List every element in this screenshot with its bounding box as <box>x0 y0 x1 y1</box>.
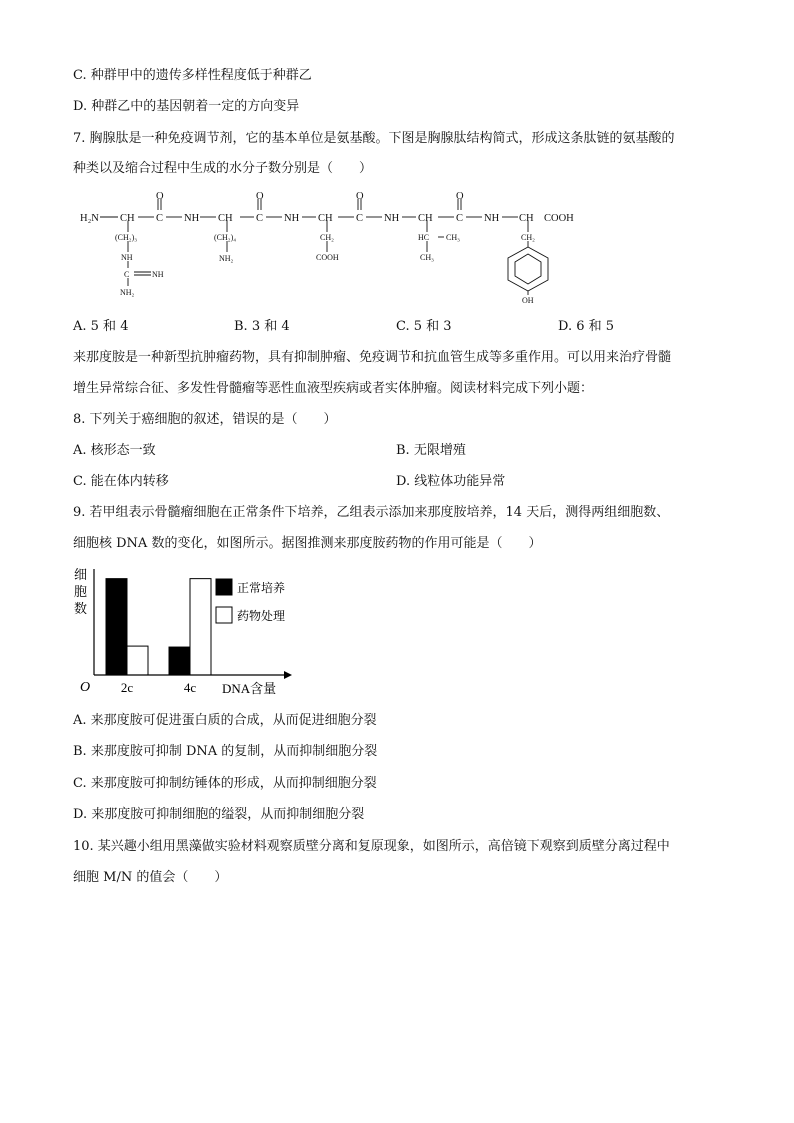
legend-label-drug: 药物处理 <box>237 609 286 623</box>
q10-stem-line-1: 10. 某兴趣小组用黑藻做实验材料观察质壁分离和复原现象，如图所示，高倍镜下观察到质壁分离过程中 <box>73 839 670 854</box>
formula-carbonyl-o-4: O <box>456 191 464 202</box>
formula-carbonyl-carbon-3: C <box>356 213 364 224</box>
q7-option-b: B. 3 和 4 <box>234 319 290 334</box>
bar-2c-series-1 <box>127 646 148 675</box>
q7-option-c: C. 5 和 3 <box>396 319 452 334</box>
formula-r1-chain: (CH₂)₃ <box>115 233 138 242</box>
q7-option-d: D. 6 和 5 <box>558 319 615 334</box>
q7-option-a: A. 5 和 4 <box>73 319 129 334</box>
x-axis-arrow <box>284 671 292 679</box>
formula-alpha-carbon-3: CH <box>318 213 333 224</box>
q6-option-d: D. 种群乙中的基因朝着一定的方向变异 <box>73 99 300 114</box>
formula-alpha-carbon-1: CH <box>120 213 135 224</box>
peptide-structural-formula <box>70 190 610 306</box>
origin-label: O <box>80 680 91 695</box>
q9-option-d: D. 来那度胺可抑制细胞的缢裂，从而抑制细胞分裂 <box>73 807 365 822</box>
bar-4c-series-1 <box>190 579 211 675</box>
formula-r2-chain: (CH₂)₄ <box>214 233 237 242</box>
y-axis-label <box>74 567 87 616</box>
q9-option-a: A. 来那度胺可促进蛋白质的合成，从而促进细胞分裂 <box>73 713 377 728</box>
formula-r2-nh2: NH₂ <box>219 254 234 263</box>
formula-r4-ch3-down: CH₃ <box>420 253 434 262</box>
formula-amide-nh-4: NH <box>484 213 500 224</box>
q9-stem-line-1: 9. 若甲组表示骨髓瘤细胞在正常条件下培养，乙组表示添加来那度胺培养，14 天后，测得两组细胞数、 <box>73 505 670 520</box>
q9-stem-line-2: 细胞核 DNA 数的变化，如图所示。据图推测来那度胺药物的作用可能是（ ） <box>73 536 542 551</box>
formula-amide-nh-3: NH <box>384 213 400 224</box>
x-axis-label: DNA含量 <box>222 681 277 696</box>
legend-label-normal: 正常培养 <box>237 581 286 595</box>
q6-option-c: C. 种群甲中的遗传多样性程度低于种群乙 <box>73 68 312 83</box>
q7-stem-line-1: 7. 胸腺肽是一种免疫调节剂，它的基本单位是氨基酸。下图是胸腺肽结构简式，形成这条肽链的氨基酸的 <box>73 131 675 146</box>
formula-r1-nh-imine: NH <box>152 270 164 279</box>
q7-stem-line-2: 种类以及缩合过程中生成的水分子数分别是（ ） <box>73 161 373 176</box>
q8-option-d: D. 线粒体功能异常 <box>396 474 506 489</box>
formula-carbonyl-carbon-2: C <box>256 213 264 224</box>
q9-option-c: C. 来那度胺可抑制纺锤体的形成，从而抑制细胞分裂 <box>73 776 377 791</box>
formula-amino-terminus: H₂N <box>80 213 99 224</box>
q10-stem-line-2: 细胞 M/N 的值会（ ） <box>73 870 228 885</box>
formula-r1-c: C <box>124 270 130 279</box>
formula-carbonyl-o-1: O <box>156 191 164 202</box>
formula-r4-hc: HC <box>418 233 430 242</box>
formula-carbonyl-o-3: O <box>356 191 364 202</box>
formula-alpha-carbon-4: CH <box>418 213 433 224</box>
formula-r1-nh: NH <box>121 253 133 262</box>
y-axis-label-char: 数 <box>74 601 88 616</box>
y-axis-label-char: 细 <box>74 567 88 582</box>
dna-content-bar-chart <box>70 565 330 700</box>
legend-swatch-drug <box>216 607 232 623</box>
x-tick-label-4c: 4c <box>183 680 197 695</box>
legend-swatch-normal <box>216 579 232 595</box>
x-tick-label-2c: 2c <box>120 680 134 695</box>
formula-r3-cooh: COOH <box>316 253 339 262</box>
q8-option-c: C. 能在体内转移 <box>73 474 169 489</box>
q8-stem: 8. 下列关于癌细胞的叙述，错误的是（ ） <box>73 412 337 427</box>
formula-carboxyl-terminus: COOH <box>544 213 574 224</box>
formula-alpha-carbon-5: CH <box>519 213 534 224</box>
formula-alpha-carbon-2: CH <box>218 213 233 224</box>
material-line-2: 增生异常综合征、多发性骨髓瘤等恶性血液型疾病或者实体肿瘤。阅读材料完成下列小题： <box>73 381 594 396</box>
q9-option-b: B. 来那度胺可抑制 DNA 的复制，从而抑制细胞分裂 <box>73 744 378 759</box>
formula-amide-nh-1: NH <box>184 213 200 224</box>
q8-option-a: A. 核形态一致 <box>73 443 156 458</box>
formula-amide-nh-2: NH <box>284 213 300 224</box>
formula-r3-ch2: CH₂ <box>320 233 334 242</box>
bar-2c-series-0 <box>106 579 127 675</box>
bar-4c-series-0 <box>169 647 190 675</box>
formula-r4-ch3-right: CH₃ <box>446 233 460 242</box>
formula-r5-ch2: CH₂ <box>521 233 535 242</box>
formula-carbonyl-o-2: O <box>256 191 264 202</box>
formula-r5-oh: OH <box>522 296 534 305</box>
q8-option-b: B. 无限增殖 <box>396 443 466 458</box>
material-line-1: 来那度胺是一种新型抗肿瘤药物，具有抑制肿瘤、免疫调节和抗血管生成等多重作用。可以用来治疗骨髓 <box>73 350 672 365</box>
formula-r1-nh2: NH₂ <box>120 288 135 297</box>
y-axis-label-char: 胞 <box>74 584 88 599</box>
formula-carbonyl-carbon-1: C <box>156 213 164 224</box>
formula-carbonyl-carbon-4: C <box>456 213 464 224</box>
